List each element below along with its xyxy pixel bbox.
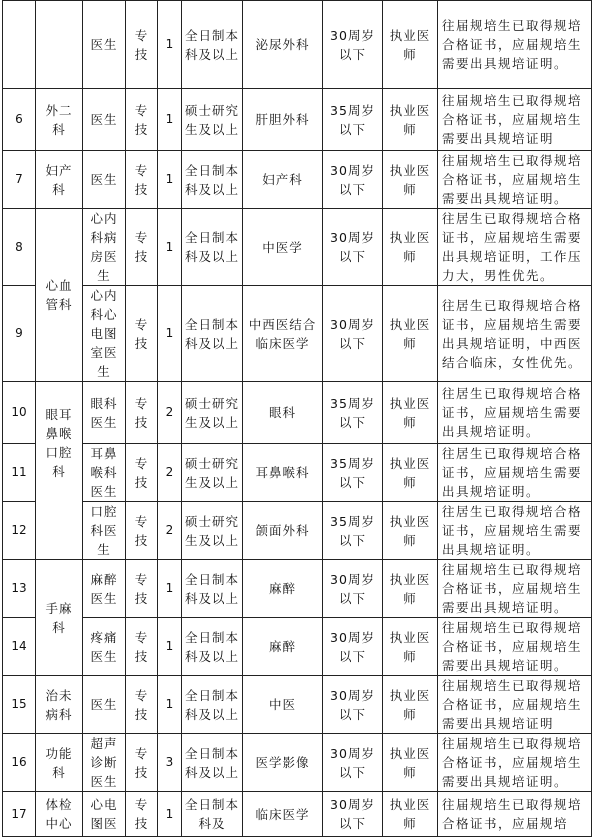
post-type: 专技 — [126, 502, 158, 560]
education: 硕士研究生及以上 — [182, 502, 243, 560]
education: 全日制本科及以上 — [182, 618, 243, 676]
row-number: 12 — [3, 502, 36, 560]
department-cell — [36, 382, 83, 560]
certificate: 执业医师 — [383, 151, 438, 209]
department-name: 治未病科 — [36, 676, 83, 734]
certificate: 执业医师 — [383, 618, 438, 676]
table-row — [3, 502, 592, 560]
department-name: 心血管科 — [36, 209, 83, 382]
requirements: 往届规培生已取得规培合格证书，应届规培生需要出具规培证明 — [438, 89, 592, 151]
education: 全日制本科及以上 — [182, 676, 243, 734]
requirements: 往届规培生已取得规培合格证书，应届规培 — [438, 792, 592, 837]
education: 全日制本科及以上 — [182, 286, 243, 382]
post-name: 超声诊断医生 — [83, 734, 126, 792]
post-type: 专技 — [126, 618, 158, 676]
age-limit: 30周岁以下 — [323, 1, 383, 89]
department-name: 眼耳鼻喉口腔科 — [45, 406, 73, 479]
education: 全日制本科及以上 — [182, 209, 243, 286]
requirements: 往届规培生已取得规培合格证书，应届规培生需要出具规培证明。 — [438, 618, 592, 676]
row-number — [3, 1, 36, 89]
post-type: 专技 — [126, 444, 158, 502]
post-type: 专技 — [126, 382, 158, 444]
department-name: 手麻科 — [36, 560, 83, 676]
certificate: 执业医师 — [383, 444, 438, 502]
table-row — [3, 560, 592, 618]
row-number: 7 — [3, 151, 36, 209]
table-row — [3, 1, 592, 89]
table-row — [3, 444, 592, 502]
requirements: 往届规培生已取得规培合格证书，应届规培生需要出具规培证明。 — [438, 151, 592, 209]
certificate: 执业医师 — [383, 286, 438, 382]
post-name: 耳鼻喉科医生 — [83, 444, 126, 502]
education: 全日制本科及以上 — [182, 560, 243, 618]
age-limit: 35周岁以下 — [323, 382, 383, 444]
row-number: 15 — [3, 676, 36, 734]
major: 医学影像 — [243, 734, 323, 792]
department-name: 外二科 — [36, 89, 83, 151]
post-type: 专技 — [126, 151, 158, 209]
certificate: 执业医师 — [383, 209, 438, 286]
department-cell — [36, 1, 83, 89]
education: 全日制本科及以上 — [182, 151, 243, 209]
education: 全日制本科及以上 — [182, 734, 243, 792]
age-limit: 30周岁以下 — [323, 676, 383, 734]
certificate: 执业医师 — [383, 502, 438, 560]
certificate: 执业医师 — [383, 382, 438, 444]
requirements: 往居生已取得规培合格证书，应届规培生需要出具规培证明，工作压力大，男性优先。 — [438, 209, 592, 286]
major: 耳鼻喉科 — [243, 444, 323, 502]
post-type: 专技 — [126, 1, 158, 89]
headcount: 1 — [158, 286, 182, 382]
major: 妇产科 — [243, 151, 323, 209]
row-number: 8 — [3, 209, 36, 286]
post-name: 心内科病房医生 — [83, 209, 126, 286]
table-row — [3, 676, 592, 734]
requirements: 往居生已取得规培合格证书，应届规培生需要出具规培证明。 — [438, 502, 592, 560]
major: 麻醉 — [243, 560, 323, 618]
post-name: 口腔科医生 — [83, 502, 126, 560]
major: 泌尿外科 — [243, 1, 323, 89]
headcount: 1 — [158, 209, 182, 286]
headcount: 1 — [158, 89, 182, 151]
post-name: 医生 — [83, 1, 126, 89]
major: 中西医结合临床医学 — [243, 286, 323, 382]
major: 中医学 — [243, 209, 323, 286]
certificate: 执业医师 — [383, 1, 438, 89]
headcount: 2 — [158, 502, 182, 560]
row-number: 17 — [3, 792, 36, 837]
age-limit: 30周岁以下 — [323, 209, 383, 286]
post-type: 专技 — [126, 792, 158, 837]
education: 硕士研究生及以上 — [182, 444, 243, 502]
certificate: 执业医师 — [383, 792, 438, 837]
headcount: 1 — [158, 560, 182, 618]
post-name: 麻醉医生 — [83, 560, 126, 618]
post-type: 专技 — [126, 89, 158, 151]
requirements: 往届规培生已取得规培合格证书，应届规培生需要出具规培证明。 — [438, 734, 592, 792]
post-name: 医生 — [83, 676, 126, 734]
major: 麻醉 — [243, 618, 323, 676]
age-limit: 35周岁以下 — [323, 444, 383, 502]
major: 眼科 — [243, 382, 323, 444]
post-name: 医生 — [83, 151, 126, 209]
age-limit: 35周岁以下 — [323, 89, 383, 151]
post-type: 专技 — [126, 676, 158, 734]
major: 肝胆外科 — [243, 89, 323, 151]
department-name: 体检中心 — [36, 792, 83, 837]
table-row — [3, 286, 592, 382]
age-limit: 35周岁以下 — [323, 502, 383, 560]
age-limit: 30周岁以下 — [323, 618, 383, 676]
post-type: 专技 — [126, 734, 158, 792]
age-limit: 30周岁以下 — [323, 151, 383, 209]
certificate: 执业医师 — [383, 89, 438, 151]
row-number: 11 — [3, 444, 36, 502]
requirements: 往居生已取得规培合格证书，应届规培生需要出具规培证明，中西医结合临床，女性优先。 — [438, 286, 592, 382]
table-body — [3, 1, 592, 837]
headcount: 2 — [158, 444, 182, 502]
post-type: 专技 — [126, 560, 158, 618]
major: 临床医学 — [243, 792, 323, 837]
certificate: 执业医师 — [383, 734, 438, 792]
education: 全日制本科及以上 — [182, 1, 243, 89]
headcount: 1 — [158, 1, 182, 89]
age-limit: 30周岁以下 — [323, 792, 383, 837]
post-name: 疼痛医生 — [83, 618, 126, 676]
education: 硕士研究生及以上 — [182, 89, 243, 151]
requirements: 往届规培生已取得规培合格证书，应届规培生需要出具规培证明 — [438, 676, 592, 734]
table-row — [3, 151, 592, 209]
requirements: 往届规培生已取得规培合格证书，应届规培生需要出具规培证明。 — [438, 1, 592, 89]
certificate: 执业医师 — [383, 676, 438, 734]
row-number: 14 — [3, 618, 36, 676]
row-number: 13 — [3, 560, 36, 618]
headcount: 1 — [158, 151, 182, 209]
post-name: 医生 — [83, 89, 126, 151]
post-type: 专技 — [126, 209, 158, 286]
post-name: 心电图医 — [83, 792, 126, 837]
department-name: 功能科 — [36, 734, 83, 792]
department-name: 妇产科 — [36, 151, 83, 209]
education: 全日制本科及 — [182, 792, 243, 837]
age-limit: 30周岁以下 — [323, 734, 383, 792]
post-name: 心内科心电图室医生 — [83, 286, 126, 382]
headcount: 1 — [158, 676, 182, 734]
table-row — [3, 792, 592, 837]
requirements: 往居生已取得规培合格证书，应届规培生需要出具规培证明。 — [438, 444, 592, 502]
education: 硕士研究生及以上 — [182, 382, 243, 444]
age-limit: 30周岁以下 — [323, 560, 383, 618]
table-row — [3, 382, 592, 444]
row-number: 6 — [3, 89, 36, 151]
major: 中医 — [243, 676, 323, 734]
headcount: 1 — [158, 792, 182, 837]
post-name: 眼科医生 — [83, 382, 126, 444]
post-type: 专技 — [126, 286, 158, 382]
age-limit: 30周岁以下 — [323, 286, 383, 382]
headcount: 2 — [158, 382, 182, 444]
headcount: 3 — [158, 734, 182, 792]
certificate: 执业医师 — [383, 560, 438, 618]
requirements: 往居生已取得规培合格证书，应届规培生需要出具规培证明。 — [438, 382, 592, 444]
row-number: 16 — [3, 734, 36, 792]
recruitment-table — [2, 0, 592, 837]
table-row — [3, 734, 592, 792]
headcount: 1 — [158, 618, 182, 676]
row-number: 10 — [3, 382, 36, 444]
row-number: 9 — [3, 286, 36, 382]
table-row — [3, 209, 592, 286]
major: 颌面外科 — [243, 502, 323, 560]
table-row — [3, 89, 592, 151]
requirements: 往届规培生已取得规培合格证书，应届规培生需要出具规培证明。 — [438, 560, 592, 618]
table-row — [3, 618, 592, 676]
